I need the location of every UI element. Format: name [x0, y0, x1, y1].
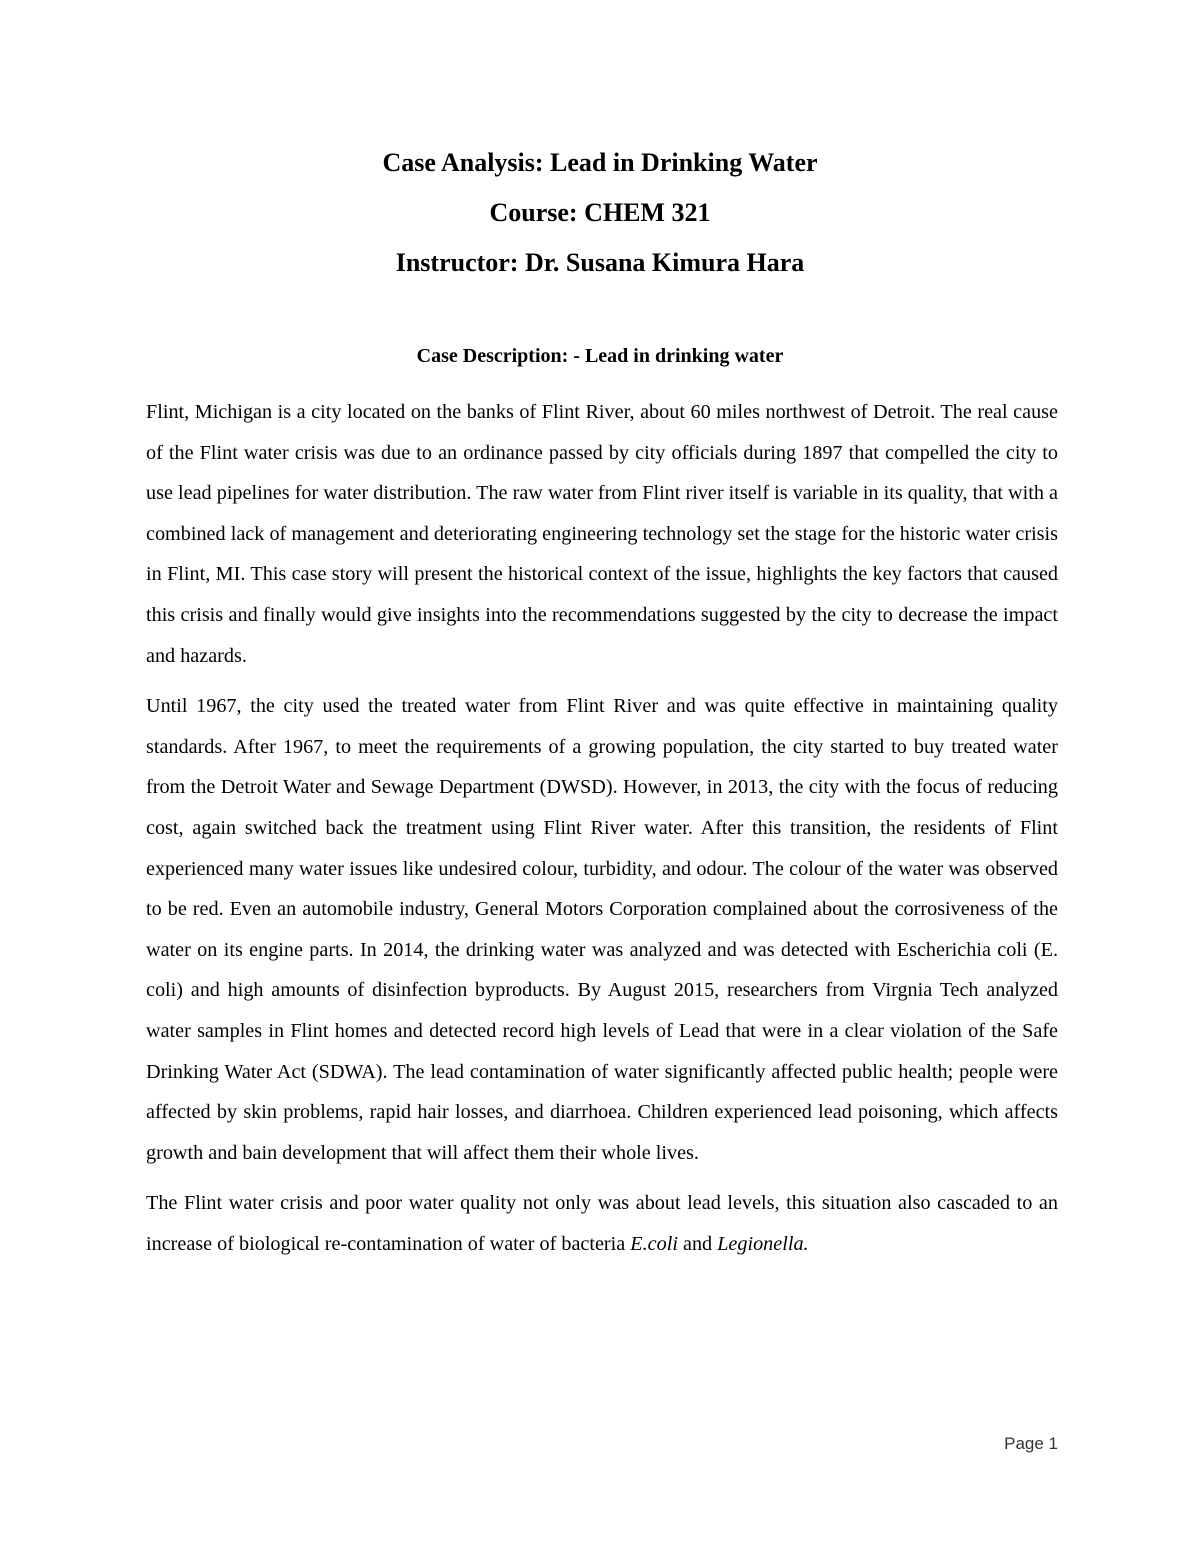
paragraph-3-italic-ecoli: E.coli	[630, 1232, 678, 1255]
paragraph-3-text-b: and	[677, 1232, 718, 1255]
paragraph-1: Flint, Michigan is a city located on the banks of Flint River, about 60 miles northwest of Detroit. The real cause of the Flint water crisis was due to an ordinance passed by city officials during 1897 that compelled the city to use lead pipelines for water distribution. The raw water from Flint river itself is variable in its quality, that with a combined lack of management and deteriorating engineering technology set the stage for the historic water crisis in Flint, MI. This case story will present the historical context of the issue, highlights the key factors that caused this crisis and finally would give insights into the recommendations suggested by the city to decrease the impact and hazards.	[146, 401, 1058, 667]
instructor-line: Instructor: Dr. Susana Kimura Hara	[395, 248, 805, 277]
document-body	[146, 392, 1058, 1264]
paragraph-3-text-a: The Flint water crisis and poor water quality not only was about lead levels, this situation also cascaded to an increase of biological re-contamination of water of bacteria	[146, 1192, 1058, 1255]
paragraph-3	[146, 1183, 1058, 1264]
section-heading: Case Description: - Lead in drinking water	[416, 345, 784, 367]
course-line: Course: CHEM 321	[489, 198, 711, 227]
paragraph-3-italic-legionella: Legionella.	[717, 1232, 809, 1255]
document-header	[140, 138, 1060, 288]
paragraph-2: Until 1967, the city used the treated water from Flint River and was quite effective in maintaining quality standards. After 1967, to meet the requirements of a growing population, the city started to buy treated water from the Detroit Water and Sewage Department (DWSD). However, in 2013, the city with the focus of reducing cost, again switched back the treatment using Flint River water. After this transition, the residents of Flint experienced many water issues like undesired colour, turbidity, and odour. The colour of the water was observed to be red. Even an automobile industry, General Motors Corporation complained about the corrosiveness of the water on its engine parts. In 2014, the drinking water was analyzed and was detected with Escherichia coli (E. coli) and high amounts of disinfection byproducts. By August 2015, researchers from Virgnia Tech analyzed water samples in Flint homes and detected record high levels of Lead that were in a clear violation of the Safe Drinking Water Act (SDWA). The lead contamination of water significantly affected public health; people were affected by skin problems, rapid hair losses, and diarrhoea. Children experienced lead poisoning, which affects growth and bain development that will affect them their whole lives.	[146, 695, 1058, 1164]
document-title: Case Analysis: Lead in Drinking Water	[382, 148, 818, 177]
page-number: Page 1	[1004, 1434, 1058, 1453]
